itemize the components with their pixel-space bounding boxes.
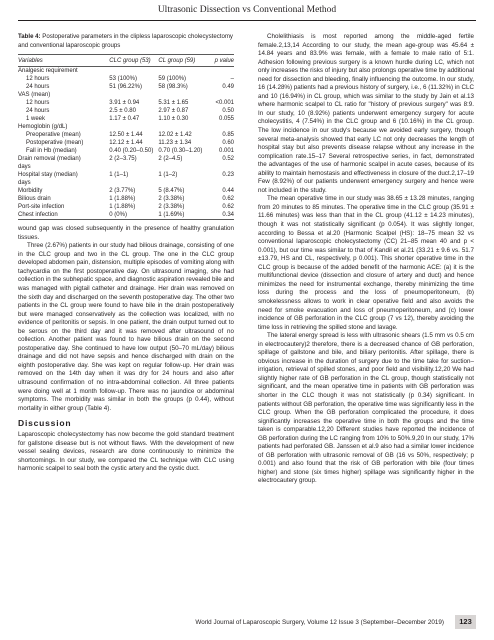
body-paragraph: The mean operative time in our study was 38.65 ± 13.28 minutes, ranging from 20 minutes to 85 minutes. The operative time in the CLC group (35.91 ± 11.66 minutes) was less than that in the CL group (41.12 ± 14.23 minutes), though it was not statistically significant (p 0.054). It was slightly longer, according to Bessa et al.20 (Harmonic Scalpel (HS): 18–75 mean 32 vs conventional laparoscopic cholecystectomy (CC) 21–85 mean 40 and p < 0.001), but our time was similar to that of Kandil et al.21 (33.21 ± 9.6 vs. 51.7 ±13.79, HS and CL, respectively, p 0.001). This shorter operative time in the CLC group is because of the added benefit of the harmonic ACE: (a) it is the multifunctional device (dissection and closure of artery and duct) and hence minimizes the need for instrumental exchange, thereby minimizing the time loss during the process and the loss of pneumoperitoneum, (b) smokelessness allows to work in clear operative field and also avoids the need for smoke evacuation and loss of pneumoperitoneum, and (c) lower incidence of GB perforation in the CLC group (7 vs 12), thereby avoiding the time loss in retrieving the spilled stone and lavage. [258, 195, 474, 331]
section-heading-discussion: Discussion [18, 418, 72, 429]
cell-variable: Hospital stay (median) [18, 172, 78, 179]
body-paragraph: wound gap was closed subsequently in the presence of healthy granulation tissues. [18, 225, 234, 241]
cell-variable: 1 week [26, 116, 46, 123]
cell-variable: 24 hours [26, 108, 50, 115]
cell-variable: Morbidity [18, 188, 43, 195]
cell-p-value: 0.44 [222, 188, 234, 195]
cell-variable: Chest infection [18, 211, 109, 220]
cell-cl: 2 (3.38%) [158, 204, 185, 211]
table-row [18, 163, 234, 171]
table-row [18, 123, 234, 131]
cell-clc [109, 123, 158, 131]
cell-clc: 1 (1.88%) [109, 196, 136, 203]
table-caption [18, 33, 234, 50]
cell-variable: Fall in Hb (median) [26, 148, 77, 155]
cell-variable: Postoperative (mean) [26, 140, 84, 147]
cell-clc [109, 67, 158, 76]
cell-cl: 1 (1.69%) [158, 211, 207, 220]
running-header: Ultrasonic Dissection vs Conventional Method [157, 5, 337, 15]
col-header-cl: CL group (59) [158, 55, 207, 67]
cell-variable: days [18, 180, 31, 187]
cell-clc: 0 (0%) [109, 211, 158, 220]
cell-cl [158, 179, 207, 187]
cell-cl [158, 91, 207, 99]
cell-variable: 24 hours [26, 84, 50, 91]
cell-p-value: 0.49 [222, 84, 234, 91]
cell-cl [158, 123, 207, 131]
cell-p-value [207, 179, 234, 187]
cell-clc: 2.5 ± 0.80 [109, 108, 136, 115]
header-rule [18, 20, 476, 21]
table-body [18, 67, 234, 220]
postoperative-table [18, 54, 234, 220]
table-header-row [18, 55, 234, 67]
cell-variable: Preoperative (mean) [26, 132, 81, 139]
table-row [18, 115, 234, 123]
table-row [18, 179, 234, 187]
table-row [18, 91, 234, 99]
cell-variable: Drain removal (median) [18, 156, 81, 163]
page-footer [18, 618, 476, 628]
cell-clc: 53 (100%) [109, 76, 137, 83]
cell-cl [158, 67, 207, 76]
cell-cl: 2 (2–4.5) [158, 156, 183, 163]
cell-clc [109, 91, 158, 99]
cell-p-value [207, 67, 234, 76]
page-number: 123 [455, 615, 476, 629]
cell-clc: 0.40 (0.20–0.50) [109, 148, 154, 155]
table-row [18, 107, 234, 115]
cell-clc [109, 163, 158, 171]
cell-cl: 1.10 ± 0.30 [158, 116, 189, 123]
cell-variable: Analgesic requirement [18, 68, 78, 75]
table-row [18, 131, 234, 139]
cell-p-value: 0.62 [222, 196, 234, 203]
cell-variable: Bilious drain [18, 196, 51, 203]
cell-clc: 1.17 ± 0.47 [109, 116, 140, 123]
table-row [18, 83, 234, 91]
cell-p-value: – [230, 76, 234, 83]
table-row [18, 139, 234, 147]
table-row [18, 211, 234, 220]
cell-clc [109, 179, 158, 187]
table-caption-label: Table 4: [18, 33, 41, 40]
cell-clc: 2 (3.77%) [109, 188, 136, 195]
cell-cl: 59 (100%) [158, 76, 187, 83]
cell-clc: 1 (1.88%) [109, 204, 136, 211]
right-column [258, 33, 474, 486]
cell-cl: 2 (3.38%) [158, 196, 185, 203]
cell-p-value: 0.60 [222, 140, 234, 147]
table-row [18, 67, 234, 76]
body-paragraph: Laparoscopic cholecystectomy has now become the gold standard treatment for gallstone disease but is not without flaws. With the development of new vessel sealing devices, research are done continuously to minimize the shortcomings. In our study, we compared the CL technique with CLC using harmonic scalpel to seal both the cystic artery and the cystic duct. [18, 431, 234, 473]
cell-cl [158, 163, 207, 171]
table-row [18, 155, 234, 163]
cell-variable: Port-site infection [18, 204, 65, 211]
cell-p-value: 0.055 [218, 116, 234, 123]
cell-p-value: <0.001 [215, 100, 234, 107]
table-row [18, 99, 234, 107]
left-body-text [18, 225, 234, 413]
cell-cl: 0.70 (0.30–1.20) [158, 148, 203, 155]
cell-p-value: 0.23 [222, 172, 234, 179]
cell-clc: 12.50 ± 1.44 [109, 132, 143, 139]
discussion-text [18, 431, 234, 474]
table-row [18, 203, 234, 211]
cell-variable: VAS (mean) [18, 92, 51, 99]
cell-clc: 2 (2–3.75) [109, 156, 137, 163]
table-row [18, 195, 234, 203]
table-row [18, 75, 234, 83]
cell-p-value: 0.62 [222, 204, 234, 211]
cell-cl: 5.31 ± 1.65 [158, 100, 189, 107]
cell-cl: 1 (1–2) [158, 172, 178, 179]
cell-p-value: 0.50 [222, 108, 234, 115]
table-caption-text: Postoperative parameters in the clipless laparoscopic cholecystectomy and conventional laparoscopic groups [18, 33, 233, 49]
cell-variable: 12 hours [26, 76, 50, 83]
cell-cl: 12.02 ± 1.42 [158, 132, 192, 139]
cell-p-value [207, 163, 234, 171]
cell-p-value [207, 91, 234, 99]
table-row [18, 187, 234, 195]
cell-variable: days [18, 164, 31, 171]
cell-cl: 5 (8.47%) [158, 188, 185, 195]
left-column [18, 33, 234, 474]
cell-p-value: 0.85 [222, 132, 234, 139]
cell-clc: 51 (96.22%) [109, 84, 142, 91]
footer-journal: World Journal of Laparoscopic Surgery, Volume 12 Issue 3 (September–December 2019) [195, 619, 444, 626]
cell-cl: 58 (98.3%) [158, 84, 188, 91]
col-header-clc: CLC group (53) [109, 55, 158, 67]
cell-cl: 2.97 ± 0.87 [158, 108, 189, 115]
cell-clc: 12.12 ± 1.44 [109, 140, 143, 147]
cell-p-value: 0.52 [222, 156, 234, 163]
body-paragraph: Cholelithiasis is most reported among the middle-aged fertile female.2,13,14 According to our study, the mean age-group was 45.64 ± 14.84 years and 83.9% was female, with a female to male ratio of 5:1. Adhesion following previous surgery is a known hurdle during LC, which not only increases the risks of injury but also prolongs operative time by additional need for dissection and bleeding, finally influencing the outcome. In our study, 16 (14.28%) patients had a previous history of surgery, i.e., 6 (11.32%) in CLC and 10 (16.94%) in CL group, which was similar to the study by Jain et al.13 where harmonic scalpel to CL ratio for "history of previous surgery" was 8:9. In our study, 10 (8.92%) patients underwent emergency surgery for acute cholecystitis, 4 (7.54%) in the CLC group and 6 (10.16%) in the CL group. The low incidence in our study's because we avoided early surgery, though several meta-analysis showed that early LC not only decreases the length of hospital stay but also prevents disease relapse without any increase in the complication rate.15–17 Several retrospective series, in fact, demonstrated the advantages of the use of harmonic scalpel in acute cases, because of its ability to maintain hemostasis and effectiveness in closure of the duct.2,17–19 Few (8.92%) of our patients underwent emergency surgery and hence were not included in the study. [258, 33, 474, 194]
cell-clc: 1 (1–1) [109, 172, 129, 179]
cell-variable: 12 hours [26, 100, 50, 107]
col-header-p: p value [207, 55, 234, 67]
body-paragraph: The lateral energy spread is less with ultrasonic shears (1.5 mm vs 0.5 cm in electrocautery)2 therefore, there is a decreased chance of GB perforation, spillage of gallstone and bile, and biliary peritonitis. After spillage, there is obvious increase in the duration of surgery due to the time take for suction–irrigation, retrieval of spilled stones, and poor field and visibility.12,20 We had slightly higher rate of GB perforation in the CL group, though statistically not significant, and the mean operative time in patients with GB perforation was shorter in the CLC though it was not statistically (p 0.34) significant. In patients without GB perforation, the operative time was significantly less in the CLC group. When the GB perforation complicated the procedure, it does significantly increases the operative time in both the groups and the time taken is comparable.12,20 Different studies have reported the incidence of GB perforation during the LC ranging from 10% to 50%.9,20 In our study, 17% patients had perforated GB. Janssen et al.9 also had a similar lower incidence of GB perforation with ultrasonic removal of GB (16 vs 50%, respectively; p 0.001) and also found that the risk of GB perforation with bile (four times higher) and stone (six times higher) spillage was significantly higher in the electrocautery group. [258, 332, 474, 485]
cell-p-value: 0.34 [207, 211, 234, 220]
cell-p-value [207, 123, 234, 131]
table-row [18, 147, 234, 155]
body-paragraph: Three (2.67%) patients in our study had bilious drainage, consisting of one in the CLC group and two in the CL group. The one in the CLC group developed abdomen pain, distension, multiple episodes of vomiting along with tachycardia on the first postoperative day. On ultrasound imaging, she had collection in the subhepatic space, and diagnostic aspiration revealed bile and was managed with pigtail catheter and drainage. Her drain was removed on the sixth day and discharged on the seventh postoperative day. The other two patients in the CL group were found to have bile in the drain postoperatively but were managed conservatively as the collection was localized, with no evidence of peritonitis or sepsis. In one patient, the drain output turned out to be serous on the third day and it was removed after ultrasound of no collection. Another patient was found to have bilious drain on the second postoperative day. She continued to have low output (50–70 mL/day) bilious drainage and did not have sepsis and hence discharged with drain on the eighth postoperative day. She was kept on regular follow-up. Her drain was removed on the 14th day when it was dry for 24 hours and also after ultrasound confirmation of no intra-abdominal collection. All three patients were doing well at 1 month follow-up. There was no jaundice or abdominal symptoms. The morbidity was similar in both the groups (p 0.44), without mortality in either group (Table 4). [18, 242, 234, 412]
cell-variable: Hemoglobin (g/dL) [18, 124, 68, 131]
cell-clc: 3.91 ± 0.94 [109, 100, 140, 107]
cell-p-value: 0.001 [218, 148, 234, 155]
col-header-variables: Variables [18, 55, 109, 67]
cell-cl: 11.23 ± 1.34 [158, 140, 192, 147]
table-row [18, 171, 234, 179]
